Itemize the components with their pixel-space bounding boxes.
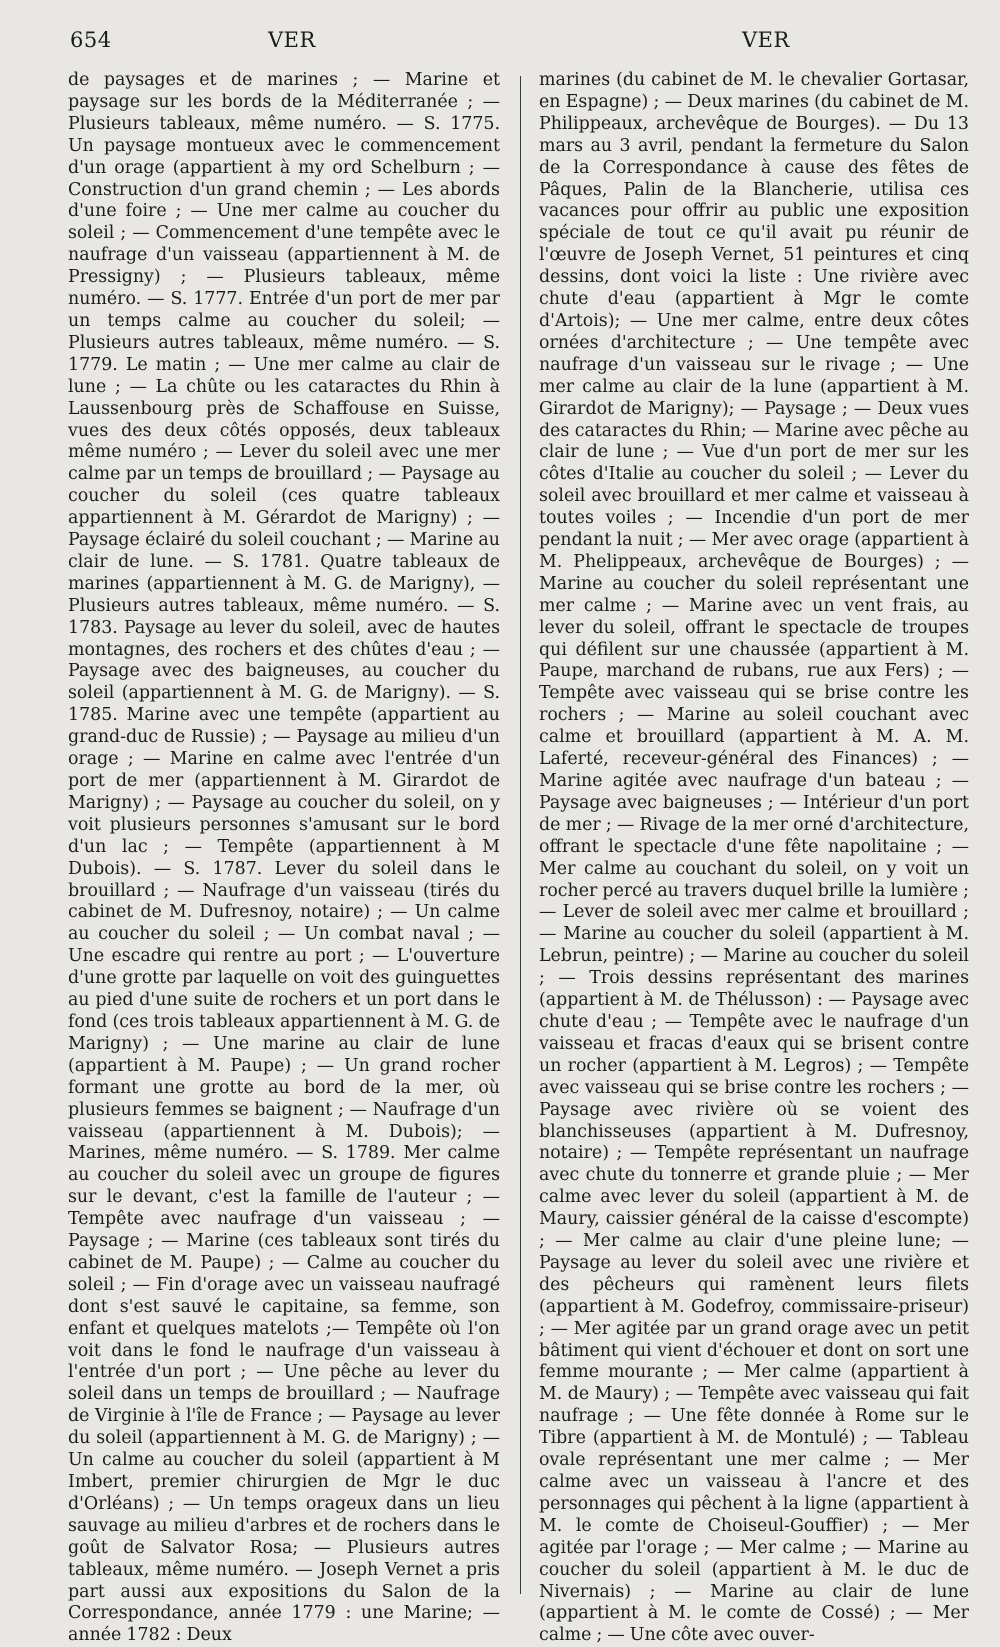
right-column-text: marines (du cabinet de M. le chevalier Gortasar, en Espagne) ; — Deux marines (du cabinet de M. Philippeaux, archevêque de Bourges). — Du 13 mars au 3 avril, pendant la fermeture du Salon de la Correspondance à cause des fêtes de Pâques, Palin de la Blancherie, utilisa ces vacances pour offrir au public une exposition spéciale de tout ce qu'il avait pu réunir de l'œuvre de Joseph Vernet, 51 peintures et cinq dessins, dont voici la liste : Une rivière avec chute d'eau (appartient à Mgr le comte d'Artois); — Une mer calme, entre deux côtes ornées d'architecture ; — Une tempête avec naufrage d'un vaisseau sur le rivage ; — Une mer calme au clair de la lune (appartient à M. Girardot de Marigny); — Paysage ; — Deux vues des cataractes du Rhin; — Marine avec pêche au clair de lune ; — Vue d'un port de mer sur les côtes d'Italie au coucher du soleil ; — Lever du soleil avec brouillard et mer calme et vaisseau à toutes voiles ; — Incendie d'un port de mer pendant la nuit ; — Mer avec orage (appartient à M. Phelippeaux, archevêque de Bourges) ; — Marine au coucher du soleil représentant une mer calme ; — Marine avec un vent frais, au lever du soleil, offrant le spectacle de troupes qui défilent sur une chaussée (appartient à M. Paupe, marchand de rubans, rue aux Fers) ; — Tempête avec vaisseau qui se brise contre les rochers ; — Marine au soleil couchant avec calme et brouillard (appartient à M. A. M. Laferté, receveur-général des Finances) ; — Marine agitée avec naufrage d'un bateau ; — Paysage avec baigneuses ; — Intérieur d'un port de mer ; — Rivage de la mer orné d'architecture, offrant le spectacle d'une fête napolitaine ; — Mer calme au couchant du soleil, on y voit un rocher percé au travers duquel brille la lumière ; — Lever de soleil avec mer calme et brouillard ; — Marine au coucher du soleil (appartient à M. Lebrun, peintre) ; — Marine au coucher du soleil ; — Trois dessins représentant des marines (appartient à M. de Thélusson) : — Paysage avec chute d'eau ; — Tempête avec le naufrage d'un vaisseau et fracas d'eaux qui se brisent contre un rocher (appartient à M. Legros) ; — Tempête avec vaisseau qui se brise contre les rochers ; — Paysage avec rivière où se voient des blanchisseuses (appartient à M. Dufresnoy, notaire) ; — Tempête représentant un naufrage avec chute du tonnerre et grande pluie ; — Mer calme avec lever du soleil (appartient à M. de Maury, caissier général de la caisse d'escompte) ; — Mer calme au clair d'une pleine lune; — Paysage au lever du soleil avec une rivière et des pêcheurs qui ramènent leurs filets (appartient à M. Godefroy, commissaire-priseur) ; — Mer agitée par un grand orage avec un petit bâtiment qui vient d'échouer et dont on sort une femme mourante ; — Mer calme (appartient à M. de Maury) ; — Tempête avec vaisseau qui fait naufrage ; — Une fête donnée à Rome sur le Tibre (appartient à M. de Montulé) ; — Tableau ovale représentant une mer calme ; — Mer calme avec un vaisseau à l'ancre et des personnages qui pêchent à la ligne (appartient à M. le comte de Choiseul-Gouffier) ; — Mer agitée par l'orage ; — Mer calme ; — Marine au coucher du soleil (appartient à M. le duc de Nivernais) ; — Marine au clair de lune (appartient à M. le comte de Cossé) ; — Mer calme ; — Une côte avec ouver-: [539, 70, 969, 1646]
column-divider: [520, 76, 521, 1594]
page-number: 654: [70, 28, 112, 52]
left-column-text: de paysages et de marines ; — Marine et paysage sur les bords de la Méditerranée ; — Plusieurs tableaux, même numéro. — S. 1775. Un paysage montueux avec le commencement d'un orage (appartient à my ord Schelburn ; — Construction d'un grand chemin ; — Les abords d'une foire ; — Une mer calme au coucher du soleil ; — Commencement d'une tempête avec le naufrage d'un vaisseau (appartiennent à M. de Pressigny) ; — Plusieurs tableaux, même numéro. — S. 1777. Entrée d'un port de mer par un temps calme au coucher du soleil; — Plusieurs autres tableaux, même numéro. — S. 1779. Le matin ; — Une mer calme au clair de lune ; — La chûte ou les cataractes du Rhin à Laussenbourg près de Schaffouse en Suisse, vues des deux côtés opposés, deux tableaux même numéro ; — Lever du soleil avec une mer calme par un temps de brouillard ; — Paysage au coucher du soleil (ces quatre tableaux appartiennent à M. Gérardot de Marigny) ; — Paysage éclairé du soleil couchant ; — Marine au clair de lune. — S. 1781. Quatre tableaux de marines (appartiennent à M. G. de Marigny), — Plusieurs autres tableaux, même numéro. — S. 1783. Paysage au lever du soleil, avec de hautes montagnes, des rochers et des chûtes d'eau ; — Paysage avec des baigneuses, au coucher du soleil (appartiennent à M. G. de Marigny). — S. 1785. Marine avec une tempête (appartient au grand-duc de Russie) ; — Paysage au milieu d'un orage ; — Marine en calme avec l'entrée d'un port de mer (appartiennent à M. Girardot de Marigny) ; — Paysage au coucher du soleil, on y voit plusieurs personnes s'amusant sur le bord d'un lac ; — Tempête (appartiennent à M Dubois). — S. 1787. Lever du soleil dans le brouillard ; — Naufrage d'un vaisseau (tirés du cabinet de M. Dufresnoy, notaire) ; — Un calme au coucher du soleil ; — Un combat naval ; — Une escadre qui rentre au port ; — L'ouverture d'une grotte par laquelle on voit des guinguettes au pied d'une suite de rochers et un port dans le fond (ces trois tableaux appartiennent à M. G. de Marigny) ; — Une marine au clair de lune (appartient à M. Paupe) ; — Un grand rocher formant une grotte au bord de la mer, où plusieurs femmes se baignent ; — Naufrage d'un vaisseau (appartiennent à M. Dubois); — Marines, même numéro. — S. 1789. Mer calme au coucher du soleil avec un groupe de figures sur le devant, c'est la famille de l'auteur ; — Tempête avec naufrage d'un vaisseau ; — Paysage ; — Marine (ces tableaux sont tirés du cabinet de M. Paupe) ; — Calme au coucher du soleil ; — Fin d'orage avec un vaisseau naufragé dont s'est sauvé le capitaine, sa femme, son enfant et quelques matelots ;— Tempête où l'on voit dans le fond le naufrage d'un vaisseau à l'entrée d'un port ; — Une pêche au lever du soleil dans un temps de brouillard ; — Naufrage de Virginie à l'île de France ; — Paysage au lever du soleil (appartiennent à M. G. de Marigny) ; — Un calme au coucher du soleil (appartient à M Imbert, premier chirurgien de Mgr le duc d'Orléans) ; — Un temps orageux dans un lieu sauvage au milieu d'arbres et de rochers dans le goût de Salvator Rosa; — Plusieurs autres tableaux, même numéro. — Joseph Vernet a pris part aussi aux expositions du Salon de la Correspondance, année 1779 : une Marine; — année 1782 : Deux: [68, 70, 500, 1646]
running-head-right: VER: [742, 28, 790, 52]
running-head-left: VER: [268, 28, 316, 52]
